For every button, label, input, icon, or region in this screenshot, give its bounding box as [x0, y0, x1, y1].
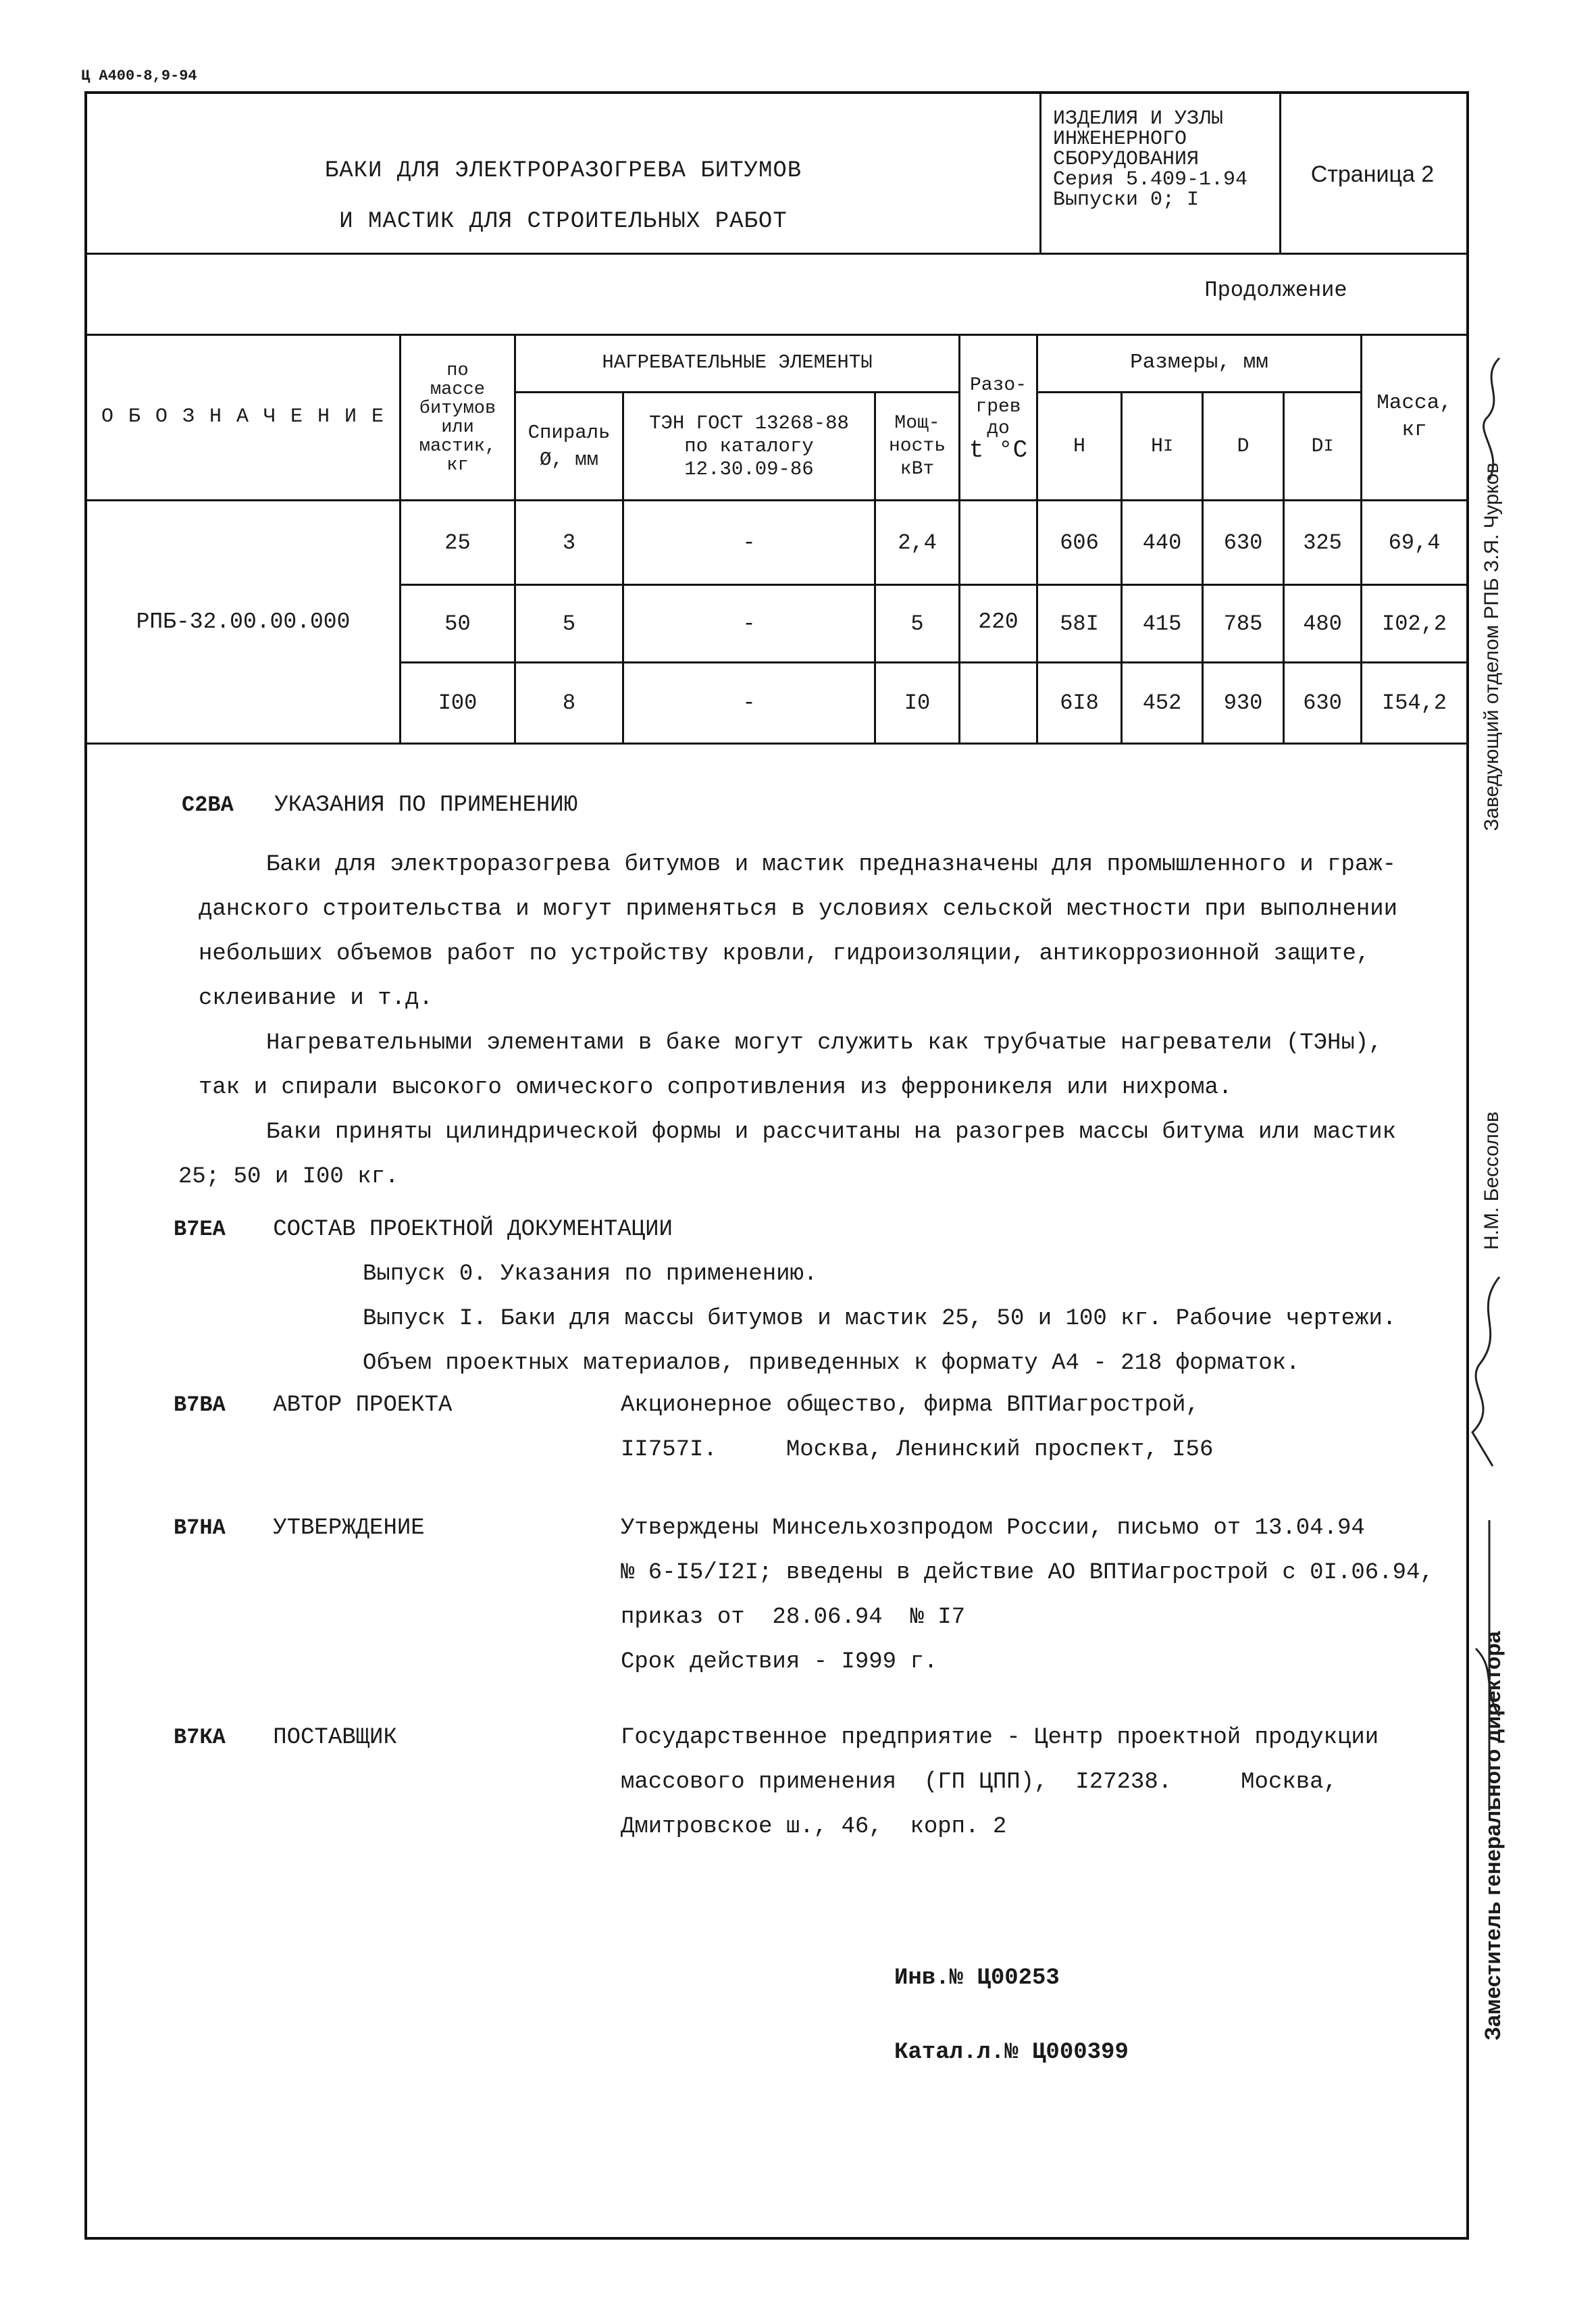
header-dim-d — [1204, 393, 1283, 499]
table-cell: 415 — [1142, 611, 1182, 636]
header-spiral — [516, 393, 622, 499]
text-line: небольших объемов работ по устройству кровли, гидроизоляции, антикоррозионной защите, — [199, 941, 1370, 967]
header-text: Н — [1073, 434, 1085, 458]
section-code: В7КА — [174, 1725, 226, 1750]
page-frame — [84, 91, 1469, 2240]
header-ten — [624, 393, 874, 499]
header-text: Ø, мм — [539, 448, 598, 471]
table-cell: 606 — [1060, 530, 1099, 555]
series-line: ИНЖЕНЕРНОГО — [1053, 128, 1187, 151]
text-line: Объем проектных материалов, приведенных к формату А4 - 218 форматок. — [363, 1351, 1300, 1376]
table-cell: 480 — [1303, 611, 1342, 636]
table-cell: 25 — [444, 530, 471, 555]
text-line: Нагревательными элементами в баке могут служить как трубчатые нагреватели (ТЭНы), — [266, 1030, 1383, 1056]
section-title: УКАЗАНИЯ ПО ПРИМЕНЕНИЮ — [274, 793, 578, 818]
section-b7va-code — [174, 1383, 452, 1428]
signature-mark — [1472, 351, 1513, 486]
table-cell: - — [742, 690, 756, 715]
section-title: АВТОР ПРОЕКТА — [273, 1392, 453, 1418]
table-cell: 58I — [1060, 611, 1099, 636]
series-block — [1053, 109, 1276, 210]
section-title: УТВЕРЖДЕНИЕ — [273, 1515, 425, 1541]
text-line: Утверждены Минсельхозпродом России, письмо от 13.04.94 — [621, 1515, 1365, 1541]
header-text: ТЭН ГОСТ 13268-88 — [649, 411, 849, 434]
section-b7ea — [174, 1207, 1457, 1386]
header-bottom-line — [87, 253, 1466, 255]
continuation-label: Продолжение — [1204, 278, 1347, 303]
table-cell: 785 — [1223, 611, 1263, 636]
document-code: Ц А400-8,9-94 — [81, 68, 197, 84]
header-dim-h1 — [1123, 393, 1202, 499]
header-dimensions: Размеры, мм — [1130, 351, 1268, 374]
table-cell: 8 — [562, 690, 576, 715]
header-text: t °С — [969, 436, 1028, 464]
series-line: ИЗДЕЛИЯ И УЗЛЫ — [1053, 107, 1224, 130]
table-cell: 440 — [1142, 530, 1182, 555]
header-subscript: I — [1163, 436, 1174, 456]
paragraph-1 — [178, 842, 1441, 1199]
text-line: № 6-I5/I2I; введены в действие АО ВПТИагрострой с 0I.06.94, — [621, 1560, 1434, 1586]
table-cell: 6I8 — [1060, 690, 1099, 715]
table-cell: - — [742, 530, 756, 555]
header-text: грев — [975, 397, 1021, 418]
header-heat — [960, 337, 1036, 499]
table-cell: 930 — [1223, 690, 1263, 715]
table-cell: I54,2 — [1381, 690, 1447, 715]
header-text: Н — [1150, 434, 1163, 458]
header-text: 12.30.09-86 — [684, 457, 814, 480]
text-line: Срок действия - I999 г. — [621, 1649, 938, 1675]
table-cell: I0 — [904, 690, 931, 715]
side-stamp-middle: Н.М. Бессолов — [1481, 1111, 1503, 1250]
header-power — [876, 393, 958, 499]
section-b7ka-text — [621, 1715, 1379, 1849]
section-code: С2ВА — [182, 793, 234, 818]
text-line: данского строительства и могут применяться в условиях сельской местности при выполнении — [199, 897, 1398, 922]
header-divider-1 — [1039, 94, 1041, 253]
text-line: склеивание и т.д. — [199, 986, 433, 1011]
text-line: массового применения (ГП ЦПП), I27238. Москва, — [621, 1769, 1337, 1795]
table-cell: 630 — [1303, 690, 1342, 715]
table-cell: 2,4 — [898, 530, 937, 555]
header-text: D — [1311, 434, 1324, 458]
heat-value: 220 — [978, 609, 1019, 634]
text-line: приказ от 28.06.94 № I7 — [621, 1605, 966, 1630]
header-text: ность — [888, 435, 946, 457]
table-cell: 69,4 — [1388, 530, 1441, 555]
header-text: Спираль — [527, 421, 611, 444]
header-designation: О Б О З Н А Ч Е Н И Е — [101, 405, 386, 428]
text-line: Акционерное общество, фирма ВПТИагрострой, — [621, 1392, 1200, 1418]
section-c2va — [182, 783, 577, 828]
header-text: массе — [430, 380, 485, 400]
header-text: D — [1237, 434, 1250, 458]
header-subscript: I — [1323, 436, 1334, 456]
table-bottom — [87, 743, 1466, 745]
table-cell: 630 — [1223, 530, 1263, 555]
table-cell: - — [742, 611, 756, 636]
page-number: Страница 2 — [1310, 161, 1435, 187]
designation-value: РПБ-32.00.00.000 — [136, 609, 351, 634]
section-b7na-code — [174, 1506, 425, 1551]
header-text: кг — [1401, 418, 1427, 442]
section-title: ПОСТАВЩИК — [273, 1725, 397, 1751]
text-line: Выпуск I. Баки для массы битумов и мастик 25, 50 и 100 кг. Рабочие чертежи. — [363, 1306, 1397, 1332]
section-b7na-text — [621, 1506, 1434, 1684]
header-text: по каталогу — [684, 434, 814, 457]
title-line-1: БАКИ ДЛЯ ЭЛЕКТРОРАЗОГРЕВА БИТУМОВ — [324, 158, 802, 184]
section-code: В7ЕА — [174, 1217, 226, 1242]
table-cell: 50 — [444, 611, 471, 636]
series-line: Серия 5.409-1.94 — [1053, 168, 1248, 191]
header-heating-elements: НАГРЕВАТЕЛЬНЫЕ ЭЛЕМЕНТЫ — [602, 351, 873, 374]
catalog-number: Катал.л.№ Ц000399 — [894, 2040, 1129, 2065]
header-text: Мощ- — [894, 412, 940, 434]
series-line: Выпуски 0; I — [1053, 188, 1200, 211]
signature-mark — [1469, 1513, 1510, 1817]
text-line: 25; 50 и I00 кг. — [178, 1164, 399, 1190]
header-mass — [1362, 334, 1466, 499]
text-line: Государственное предприятие - Центр проектной продукции — [621, 1725, 1379, 1751]
text-line: Выпуск 0. Указания по применению. — [363, 1261, 818, 1287]
section-code: В7НА — [174, 1515, 226, 1540]
table-cell: 452 — [1142, 690, 1182, 715]
signature-mark — [1459, 1270, 1513, 1473]
table-cell: 5 — [910, 611, 924, 636]
text-line: так и спирали высокого омического сопротивления из ферроникеля или нихрома. — [199, 1075, 1233, 1101]
section-b7va-text — [621, 1383, 1213, 1472]
header-text: кВт — [900, 458, 935, 480]
side-stamp-bottom: Заместитель генерального директора — [1481, 1631, 1505, 2040]
series-line: СБОРУДОВАНИЯ — [1053, 148, 1200, 171]
header-text: мастик, — [419, 436, 496, 457]
header-dim-d1 — [1285, 393, 1360, 499]
side-stamp-top: Заведующий отделом РПБ З.Я. Чурков — [1481, 462, 1503, 831]
header-text: до — [987, 418, 1010, 439]
table-cell: 5 — [562, 611, 576, 636]
inventory-number: Инв.№ Ц00253 — [894, 1965, 1060, 1991]
header-mass-bitumen — [401, 337, 514, 499]
header-text: по — [446, 361, 469, 381]
header-text: Разо- — [969, 375, 1027, 396]
text-line: Баки для электроразогрева битумов и мастик предназначены для промышленного и граж- — [266, 852, 1397, 878]
text-line: II757I. Москва, Ленинский проспект, I56 — [621, 1437, 1214, 1463]
section-code: В7ВА — [174, 1392, 226, 1417]
table-cell: 3 — [562, 530, 576, 555]
title-line-2: И МАСТИК ДЛЯ СТРОИТЕЛЬНЫХ РАБОТ — [339, 209, 788, 234]
text-line: Дмитровское ш., 46, корп. 2 — [621, 1814, 1007, 1840]
table-cell: I02,2 — [1381, 611, 1447, 636]
section-b7ka-code — [174, 1715, 397, 1760]
header-text: кг — [446, 455, 469, 476]
section-title: СОСТАВ ПРОЕКТНОЙ ДОКУМЕНТАЦИИ — [273, 1217, 673, 1242]
header-text: битумов — [419, 399, 496, 419]
header-text: или — [441, 418, 474, 438]
text-line: Баки приняты цилиндрической формы и рассчитаны на разогрев массы битума или мастик — [266, 1120, 1397, 1145]
table-cell: 325 — [1303, 530, 1342, 555]
header-text: Масса, — [1376, 391, 1452, 415]
table-cell: I00 — [438, 690, 478, 715]
header-dim-h — [1038, 393, 1121, 499]
